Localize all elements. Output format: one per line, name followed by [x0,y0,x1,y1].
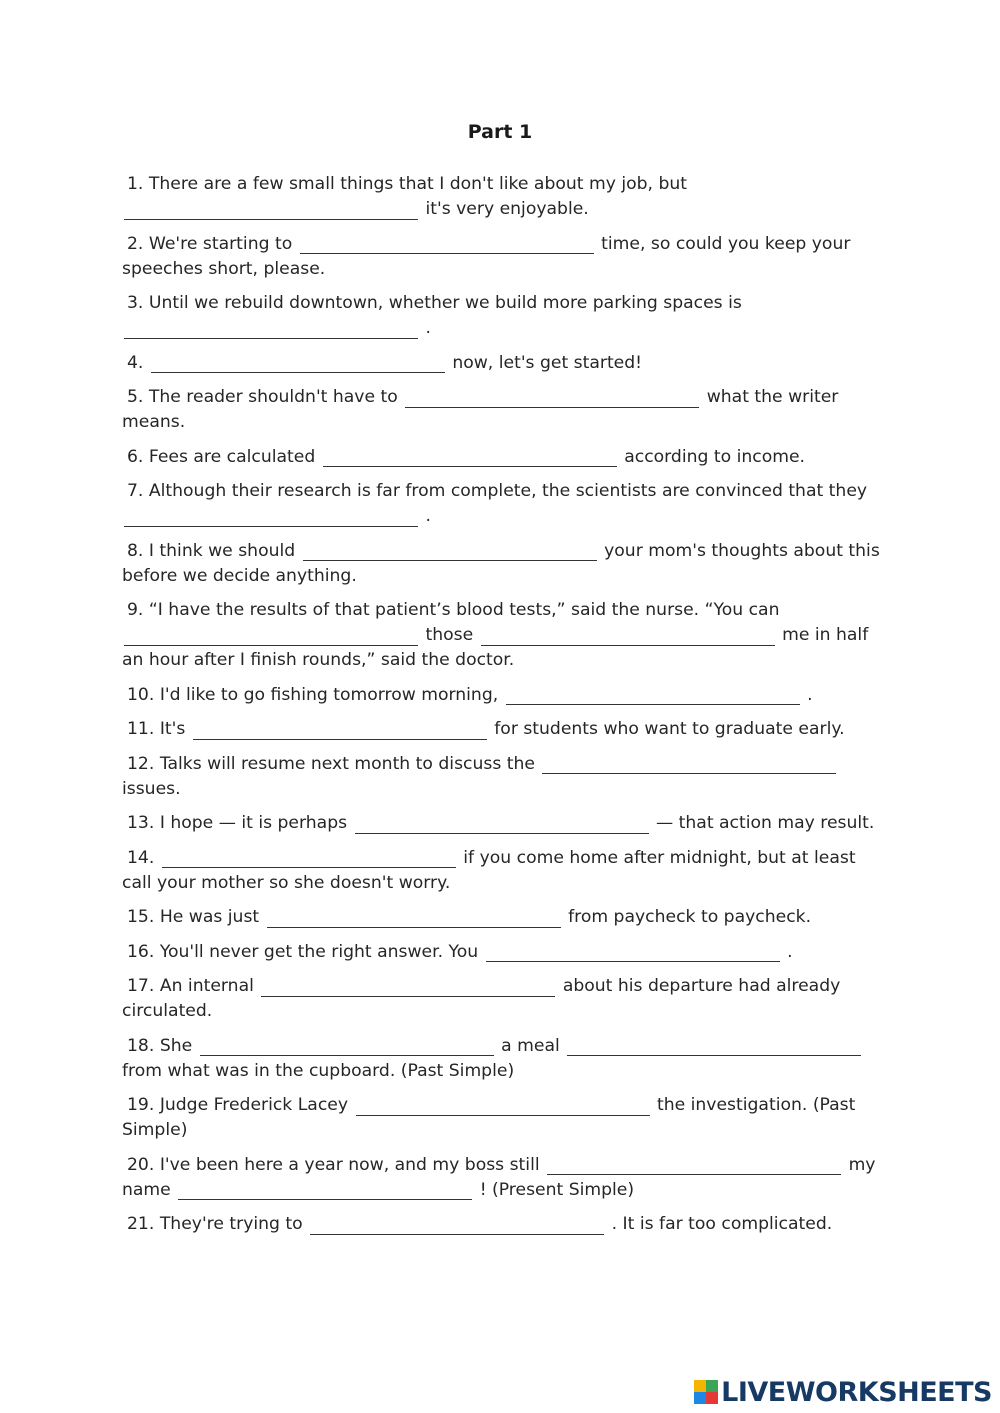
brand-name: LIVEWORKSHEETS [721,1376,992,1408]
question-number: 12. [127,753,155,774]
question-number: 13. [127,813,155,833]
question-1 [122,172,882,222]
question-13 [122,811,882,836]
question-14 [122,846,882,896]
question-text: ! (Present Simple) [479,1179,635,1200]
question-number: 16. [127,941,155,962]
question-text: if you come home after midnight, but at least call your mother so she doesn't worry. [122,847,856,893]
question-text: . It is far too complicated. [611,1214,833,1234]
question-text: now, let's get started! [452,352,643,373]
question-9 [122,598,882,673]
question-text: . [787,941,793,962]
question-number: 4. [127,352,144,373]
question-16 [122,940,882,965]
question-3 [122,291,882,341]
question-number: 2. [127,233,144,254]
question-number: 9. [127,600,144,620]
question-19 [122,1093,882,1143]
question-number: 20. [127,1154,155,1175]
question-text: “I have the results of that patient’s blood tests,” said the nurse. “You can [148,600,780,620]
question-11 [122,717,882,742]
answer-blank-input[interactable] [547,1156,841,1175]
answer-blank-input[interactable] [124,508,418,527]
question-text: my name [122,1154,876,1200]
question-text: the investigation. (Past Simple) [122,1095,856,1140]
question-text: . [807,684,813,705]
question-text: An internal [159,976,254,996]
question-text: a meal [501,1035,560,1056]
question-text: They're trying to [159,1214,303,1234]
question-20 [122,1153,882,1203]
question-12 [122,752,882,802]
answer-blank-input[interactable] [267,909,561,928]
answer-blank-input[interactable] [356,1097,650,1116]
question-6 [122,445,882,470]
question-text: It's [159,719,186,739]
question-number: 15. [127,907,155,927]
question-17 [122,974,882,1024]
answer-blank-input[interactable] [178,1181,472,1200]
question-number: 3. [127,293,144,313]
question-text: I think we should [148,540,296,561]
question-number: 18. [127,1035,155,1056]
question-text: — that action may result. [656,813,875,833]
answer-blank-input[interactable] [303,542,597,561]
question-text: She [159,1035,193,1056]
question-text: time, so could you keep your speeches short, please. [122,233,851,279]
question-number: 6. [127,446,144,467]
page-title: Part 1 [467,121,533,143]
answer-blank-input[interactable] [151,354,445,373]
question-text: issues. [122,778,181,799]
question-text: You'll never get the right answer. You [159,941,479,962]
question-text: . [425,506,431,526]
question-text: Fees are calculated [148,446,316,467]
liveworksheets-logo-icon [694,1380,718,1404]
question-text: Until we rebuild downtown, whether we build more parking spaces is [148,293,742,313]
question-number: 11. [127,719,155,739]
question-text: about his departure had already circulated. [122,976,841,1021]
question-text: it's very enjoyable. [425,199,589,219]
question-text: Judge Frederick Lacey [159,1095,349,1115]
question-text: me in half an hour after I finish rounds,” said the doctor. [122,625,869,670]
question-text: I hope — it is perhaps [159,813,348,833]
question-text: He was just [159,907,260,927]
question-text: I'd like to go fishing tomorrow morning, [159,684,499,705]
answer-blank-input[interactable] [300,235,594,254]
question-text: Talks will resume next month to discuss the [159,753,535,774]
answer-blank-input[interactable] [542,755,836,774]
question-text: Although their research is far from complete, the scientists are convinced that they [148,481,868,501]
question-number: 10. [127,684,155,705]
question-number: 21. [127,1214,155,1234]
question-number: 17. [127,976,155,996]
answer-blank-input[interactable] [405,389,699,408]
question-5 [122,385,882,435]
question-2 [122,232,882,282]
question-number: 8. [127,540,144,561]
question-text: those [425,625,474,645]
answer-blank-input[interactable] [323,448,617,467]
answer-blank-input[interactable] [162,849,456,868]
answer-blank-input[interactable] [124,627,418,646]
question-text: The reader shouldn't have to [148,387,398,407]
answer-blank-input[interactable] [124,320,418,339]
question-text: your mom's thoughts about this before we decide anything. [122,540,880,586]
answer-blank-input[interactable] [310,1216,604,1235]
liveworksheets-brand [694,1377,992,1407]
answer-blank-input[interactable] [124,201,418,220]
question-7 [122,479,882,529]
question-list [122,172,882,1247]
question-21 [122,1212,882,1237]
question-18 [122,1034,882,1084]
question-number: 19. [127,1095,155,1115]
question-text: from what was in the cupboard. (Past Simple) [122,1060,515,1081]
question-8 [122,539,882,589]
question-text: I've been here a year now, and my boss still [159,1154,540,1175]
question-text: . [425,318,431,338]
question-number: 1. [127,174,144,194]
question-text: what the writer means. [122,387,839,432]
answer-blank-input[interactable] [200,1037,494,1056]
answer-blank-input[interactable] [261,978,555,997]
answer-blank-input[interactable] [481,627,775,646]
answer-blank-input[interactable] [567,1037,861,1056]
question-number: 7. [127,481,144,501]
answer-blank-input[interactable] [193,721,487,740]
answer-blank-input[interactable] [506,686,800,705]
answer-blank-input[interactable] [355,815,649,834]
question-text: from paycheck to paycheck. [568,907,812,927]
question-4 [122,351,882,376]
question-number: 14. [127,847,155,868]
question-text: according to income. [624,446,806,467]
question-text: for students who want to graduate early. [494,719,845,739]
question-number: 5. [127,387,144,407]
question-15 [122,905,882,930]
question-text: There are a few small things that I don't like about my job, but [148,174,688,194]
question-text: We're starting to [148,233,293,254]
question-10 [122,683,882,708]
answer-blank-input[interactable] [486,943,780,962]
